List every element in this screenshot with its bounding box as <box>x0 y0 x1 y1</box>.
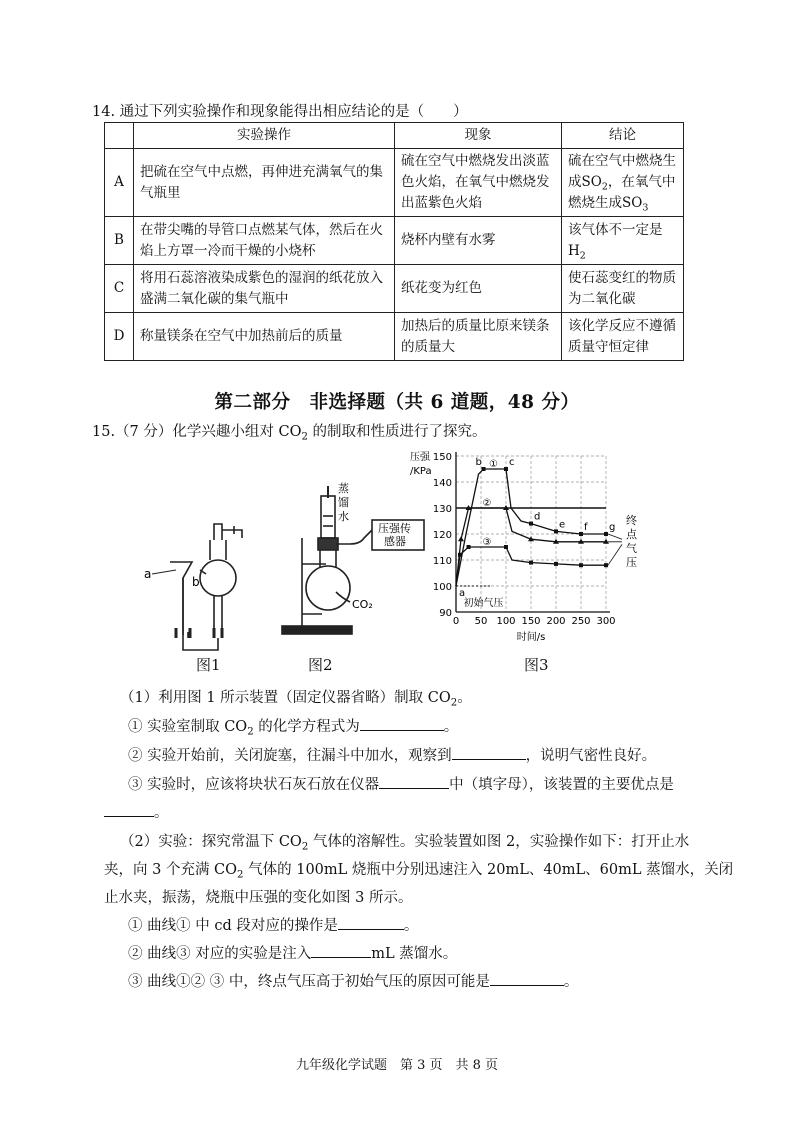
figure-1-apparatus <box>140 510 260 670</box>
point-label: c <box>509 457 515 468</box>
data-point <box>504 467 508 471</box>
table-header-blank <box>105 123 134 149</box>
row-conclusion: 硫在空气中燃烧生成$SO_2$，在氧气中燃烧生成$SO_3$ <box>562 149 684 217</box>
point-label: d <box>534 511 541 523</box>
q15-part2-item1: ① 曲线① 中 cd 段对应的操作是 。 <box>128 914 418 935</box>
x-tick-label: 100 <box>496 616 516 627</box>
q15-part2-line1: （2）实验：探究常温下 $CO_2$ 气体的溶解性。实验装置如图 2，实验操作如下：打开止水 <box>120 834 690 853</box>
end-pressure-label: 气 <box>626 542 637 555</box>
series-label-2: ② <box>482 497 492 509</box>
data-point <box>604 532 608 536</box>
q15-part1-item3: ③ 实验时，应该将块状石灰石放在仪器 中（填字母），该装置的主要优点是 <box>128 773 674 794</box>
figure-1-caption: 图1 <box>196 656 221 674</box>
row-conclusion: 使石蕊变红的物质为二氧化碳 <box>562 265 684 313</box>
data-point <box>458 536 464 541</box>
y-axis-label-unit: /KPa <box>410 466 432 477</box>
answer-blank[interactable] <box>338 915 404 930</box>
row-operation: 在带尖嘴的导管口点燃某气体，然后在火焰上方罩一冷而干燥的小烧杯 <box>134 217 395 265</box>
data-point <box>467 545 471 549</box>
table-header-row <box>105 123 684 149</box>
end-pressure-label: 点 <box>626 528 637 541</box>
end-pressure-label: 终 <box>626 514 637 527</box>
data-point <box>554 562 558 566</box>
answer-blank[interactable] <box>379 774 449 789</box>
q15-part1-intro: （1）利用图 1 所示装置（固定仪器省略）制取 $CO_2$。 <box>120 690 472 709</box>
x-axis-label: 时间/s <box>516 632 546 643</box>
row-conclusion: 该化学反应不遵循质量守恒定律 <box>562 313 684 361</box>
answer-blank[interactable] <box>311 943 371 958</box>
data-point <box>482 467 486 471</box>
y-tick-label: 140 <box>432 478 452 489</box>
q15-part2-item3: ③ 曲线①② ③ 中，终点气压高于初始气压的原因可能是 。 <box>128 970 578 991</box>
q15-part1-item3-cont: 。 <box>104 801 169 822</box>
y-tick-label: 150 <box>432 452 452 463</box>
fig2-water-2: 馏 <box>338 496 349 509</box>
point-label: e <box>559 519 566 531</box>
point-label: f <box>584 522 588 533</box>
table-row <box>105 217 684 265</box>
data-point <box>529 561 533 565</box>
data-point <box>579 532 583 536</box>
data-point <box>504 545 508 549</box>
point-label: b <box>475 457 482 468</box>
q15-part1-item1: ① 实验室制取 $CO_2$ 的化学方程式为 。 <box>128 715 458 736</box>
answer-blank[interactable] <box>452 745 526 760</box>
point-label: g <box>609 522 616 533</box>
x-tick-label: 0 <box>452 616 460 627</box>
x-tick-label: 250 <box>571 616 591 627</box>
question-14-stem: 14. 通过下列实验操作和现象能得出相应结论的是（ ） <box>92 104 468 120</box>
answer-blank[interactable] <box>360 716 444 731</box>
series-label-1: ① <box>489 458 498 470</box>
data-point <box>529 522 533 526</box>
fig2-water-3: 水 <box>338 510 349 523</box>
table-row <box>105 313 684 361</box>
fig1-label-b: b <box>192 575 200 589</box>
x-tick-label: 50 <box>474 616 488 627</box>
row-label: C <box>105 265 134 313</box>
answer-blank[interactable] <box>104 802 154 817</box>
fig1-label-a: a <box>144 567 152 581</box>
section-title: 第二部分 非选择题（共 6 道题，48 分） <box>214 392 580 413</box>
figure-3-caption: 图3 <box>524 656 549 674</box>
y-tick-label: 130 <box>432 504 452 515</box>
y-tick-label: 110 <box>432 556 452 567</box>
answer-blank[interactable] <box>490 971 564 986</box>
row-conclusion: 该气体不一定是$H_2$ <box>562 217 684 265</box>
q15-part1-item2: ② 实验开始前，关闭旋塞，往漏斗中加水，观察到 ，说明气密性良好。 <box>128 744 656 765</box>
row-operation: 把硫在空气中点燃，再伸进充满氧气的集气瓶里 <box>134 149 395 217</box>
end-pressure-label: 压 <box>626 556 637 569</box>
row-phenomenon: 加热后的质量比原来镁条的质量大 <box>395 313 562 361</box>
series-label-3: ③ <box>482 536 492 548</box>
page-footer: 九年级化学试题 第 3 页 共 8 页 <box>295 1058 499 1073</box>
row-phenomenon: 纸花变为红色 <box>395 265 562 313</box>
point-label: a <box>459 588 466 599</box>
y-tick-label: 90 <box>439 608 452 619</box>
q15-part2-line2: 夹，向 3 个充满 $CO_2$ 气体的 100mL 烧瓶中分别迅速注入 20mL、40mL、60mL 蒸馏水，关闭 <box>104 862 734 881</box>
q15-part2-item2: ② 曲线③ 对应的实验是注入 mL 蒸馏水。 <box>128 942 457 963</box>
x-tick-label: 150 <box>521 616 541 627</box>
y-tick-label: 120 <box>432 530 452 541</box>
data-point <box>554 529 558 533</box>
experiment-table <box>104 122 684 361</box>
row-operation: 称量镁条在空气中加热前后的质量 <box>134 313 395 361</box>
data-point <box>579 563 583 567</box>
x-tick-label: 300 <box>596 616 616 627</box>
y-tick-label: 100 <box>432 582 452 593</box>
table-row <box>105 149 684 217</box>
table-header-phenomenon: 现象 <box>395 123 562 149</box>
row-label: B <box>105 217 134 265</box>
x-tick-label: 200 <box>546 616 566 627</box>
table-header-conclusion: 结论 <box>562 123 684 149</box>
table-row <box>105 265 684 313</box>
table-header-operation: 实验操作 <box>134 123 395 149</box>
fig2-water-1: 蒸 <box>338 482 349 495</box>
data-point <box>458 553 462 557</box>
row-phenomenon: 烧杯内壁有水雾 <box>395 217 562 265</box>
row-operation: 将用石蕊溶液染成紫色的湿润的纸花放入盛满二氧化碳的集气瓶中 <box>134 265 395 313</box>
y-axis-label: 压强 <box>410 452 430 463</box>
initial-pressure-label: 初始气压 <box>463 598 504 609</box>
row-label: A <box>105 149 134 217</box>
figure-2-caption: 图2 <box>308 656 333 674</box>
fig2-gas-label: CO₂ <box>352 598 373 611</box>
end-pressure-arrows <box>608 534 622 565</box>
q15-part2-line3: 止水夹，振荡，烧瓶中压强的变化如图 3 所示。 <box>104 890 413 906</box>
figure-3-chart <box>400 446 650 646</box>
data-point <box>604 563 608 567</box>
fig2-sensor-1: 压强传 <box>378 522 411 535</box>
fig2-sensor-2: 感器 <box>384 535 406 548</box>
question-15-stem: 15.（7 分）化学兴趣小组对 $CO_2$ 的制取和性质进行了探究。 <box>92 424 487 443</box>
row-phenomenon: 硫在空气中燃烧发出淡蓝色火焰，在氧气中燃烧发出蓝紫色火焰 <box>395 149 562 217</box>
row-label: D <box>105 313 134 361</box>
